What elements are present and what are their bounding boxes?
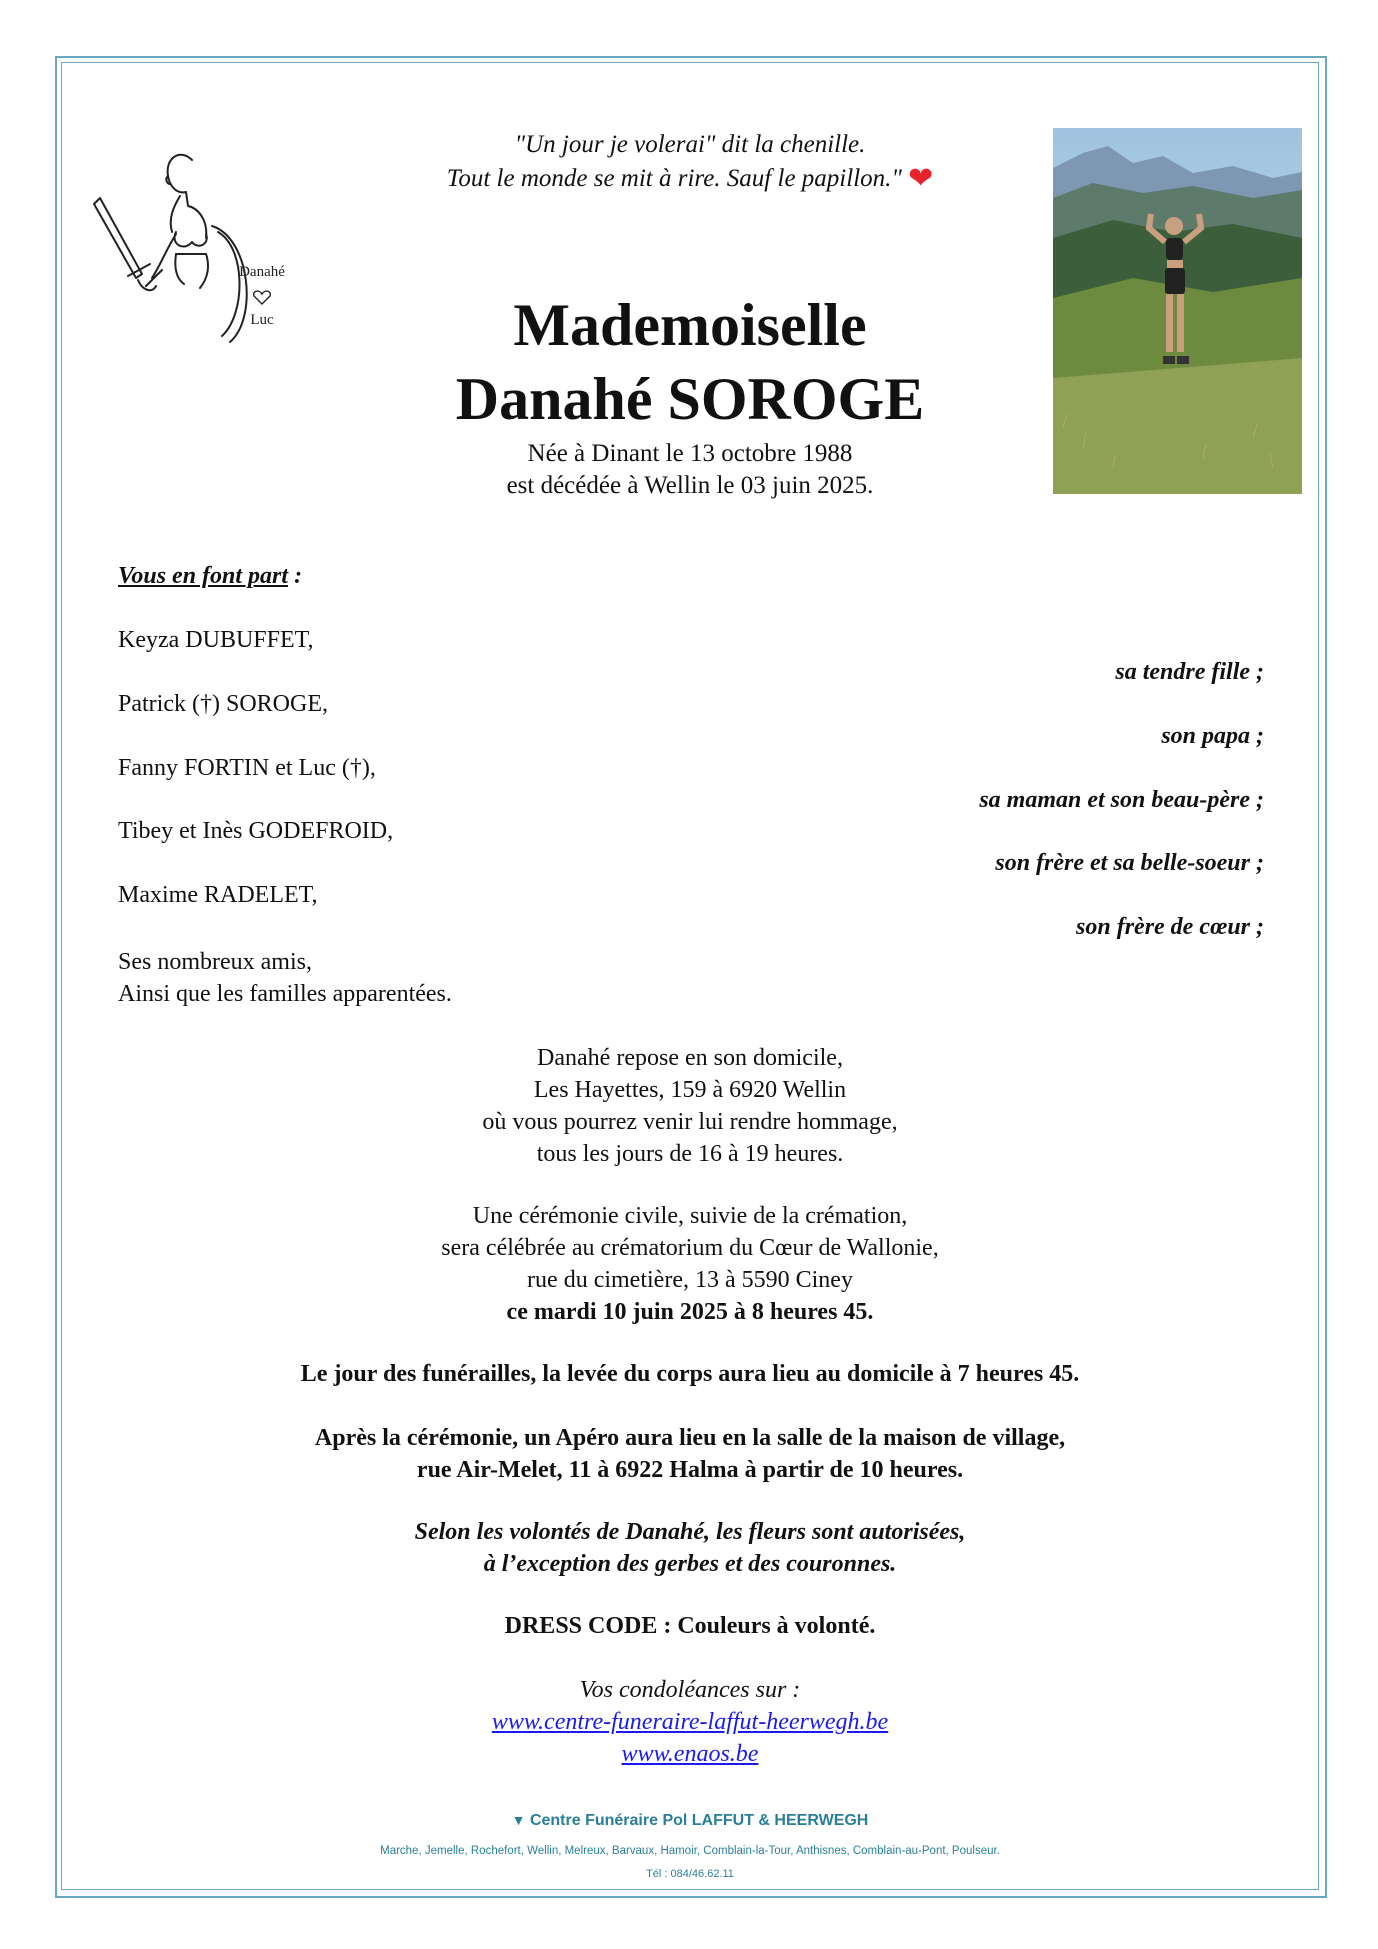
rest-line-1: Danahé repose en son domicile, bbox=[537, 1045, 843, 1071]
family-name: Fanny FORTIN et Luc (†), bbox=[118, 755, 376, 781]
family-name: Maxime RADELET, bbox=[118, 882, 318, 908]
rest-line-3: où vous pourrez venir lui rendre hommage, bbox=[482, 1109, 898, 1135]
family-row bbox=[118, 818, 1264, 884]
family-row bbox=[118, 755, 1264, 821]
logo-name-1: Danahé bbox=[239, 264, 285, 280]
quote bbox=[400, 128, 980, 196]
family-row bbox=[118, 691, 1264, 757]
death-date: est décédée à Wellin le 03 juin 2025. bbox=[506, 472, 874, 499]
footer-company-name: Centre Funéraire Pol LAFFUT & HEERWEGH bbox=[529, 1812, 869, 1829]
ceremony-date: ce mardi 10 juin 2025 à 8 heures 45. bbox=[506, 1299, 874, 1325]
family-name: Keyza DUBUFFET, bbox=[118, 627, 314, 653]
flowers-line-2: à l’exception des gerbes et des couronnes. bbox=[483, 1551, 897, 1577]
condolences-link-funeral-center[interactable]: www.centre-funeraire-laffut-heerwegh.be bbox=[491, 1709, 889, 1735]
rest-line-4: tous les jours de 16 à 19 heures. bbox=[536, 1141, 844, 1167]
title-honorific: Mademoiselle bbox=[513, 292, 867, 358]
heart-outline-icon bbox=[254, 291, 271, 304]
footer-locations: Marche, Jemelle, Rochefort, Wellin, Melreux, Barvaux, Hamoir, Comblain-la-Tour, Anthisnes, Comblain-au-Pont, Poulseur. bbox=[380, 1845, 1000, 1857]
birth-death-dates bbox=[440, 438, 940, 502]
family-relation: sa maman et son beau-père ; bbox=[979, 787, 1264, 813]
family-name: Patrick (†) SOROGE, bbox=[118, 691, 328, 717]
triangle-down-icon: ▼ bbox=[511, 1812, 526, 1828]
rest-line-2: Les Hayettes, 159 à 6920 Wellin bbox=[533, 1077, 847, 1103]
warrior-logo bbox=[80, 128, 298, 346]
dress-code: DRESS CODE : Couleurs à volonté. bbox=[504, 1613, 876, 1639]
family-name: Tibey et Inès GODEFROID, bbox=[118, 818, 394, 844]
announce-heading bbox=[118, 563, 302, 590]
friends-text bbox=[118, 946, 452, 1010]
ceremony-line-2: sera célébrée au crématorium du Cœur de Wallonie, bbox=[441, 1235, 939, 1261]
flowers-info bbox=[190, 1516, 1190, 1580]
condolences-link-enaos[interactable]: www.enaos.be bbox=[621, 1741, 759, 1767]
apero-info bbox=[190, 1422, 1190, 1486]
family-relation: son frère et sa belle-soeur ; bbox=[995, 850, 1264, 876]
rest-info bbox=[190, 1042, 1190, 1170]
heart-icon: ❤ bbox=[908, 162, 934, 195]
logo-name-2: Luc bbox=[250, 312, 274, 328]
family-row bbox=[118, 882, 1264, 948]
quote-line-2-text: Tout le monde se mit à rire. Sauf le papillon." bbox=[446, 165, 902, 192]
footer-company bbox=[190, 1812, 1190, 1830]
warrior-drawing-icon bbox=[80, 128, 298, 346]
levee-info: Le jour des funérailles, la levée du corps aura lieu au domicile à 7 heures 45. bbox=[300, 1361, 1080, 1387]
friends-line-1: Ses nombreux amis, bbox=[118, 949, 312, 975]
ceremony-line-3: rue du cimetière, 13 à 5590 Ciney bbox=[527, 1267, 853, 1293]
flowers-line-1: Selon les volontés de Danahé, les fleurs sont autorisées, bbox=[414, 1519, 966, 1545]
ceremony-info bbox=[190, 1200, 1190, 1328]
ceremony-line-1: Une cérémonie civile, suivie de la crémation, bbox=[472, 1203, 908, 1229]
apero-line-1: Après la cérémonie, un Apéro aura lieu en la salle de la maison de village, bbox=[314, 1425, 1066, 1451]
deceased-name bbox=[340, 288, 1040, 436]
quote-line-2 bbox=[400, 162, 980, 196]
portrait-photo bbox=[1053, 128, 1302, 494]
birth-date: Née à Dinant le 13 octobre 1988 bbox=[527, 440, 853, 467]
apero-line-2: rue Air-Melet, 11 à 6922 Halma à partir de 10 heures. bbox=[416, 1457, 964, 1483]
title-full-name: Danahé SOROGE bbox=[455, 366, 925, 432]
announce-label: Vous en font part bbox=[118, 563, 289, 589]
footer-tel: Tél : 084/46.62.11 bbox=[646, 1868, 734, 1880]
condolences-label: Vos condoléances sur : bbox=[579, 1677, 801, 1703]
family-relation: son papa ; bbox=[1161, 723, 1264, 749]
condolences-info bbox=[190, 1674, 1190, 1770]
mountain-photo-icon bbox=[1053, 128, 1302, 494]
quote-line-1: "Un jour je volerai" dit la chenille. bbox=[514, 131, 866, 158]
family-row bbox=[118, 627, 1264, 693]
family-relation: son frère de cœur ; bbox=[1076, 914, 1264, 940]
family-relation: sa tendre fille ; bbox=[1115, 659, 1264, 685]
friends-line-2: Ainsi que les familles apparentées. bbox=[118, 981, 452, 1007]
announce-colon: : bbox=[288, 563, 303, 589]
